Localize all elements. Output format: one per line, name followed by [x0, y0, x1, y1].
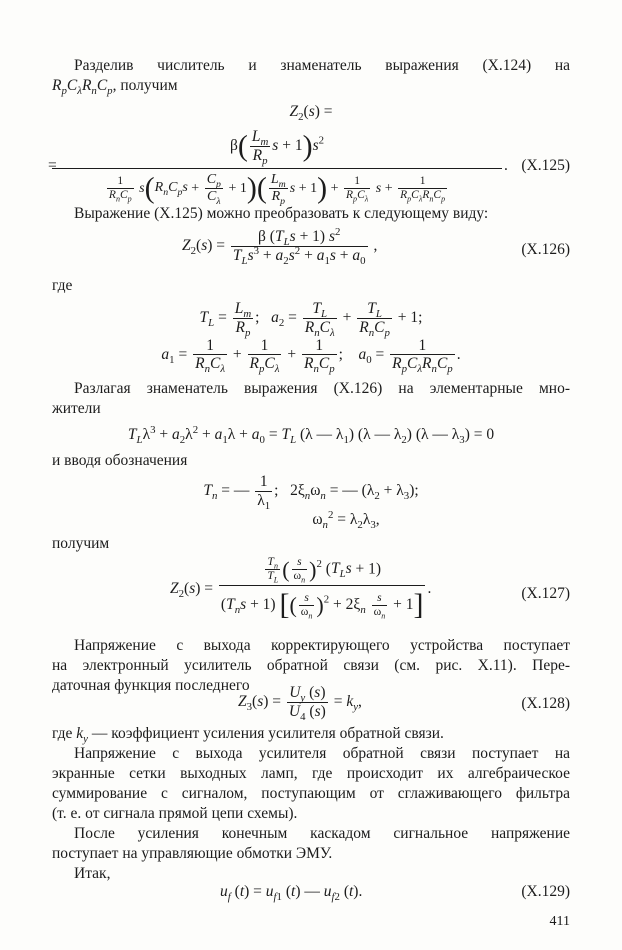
equation-x126: $Z_2(s)$ = $\frac{\beta (T_Ls + 1) s^2}{T_Ls^3 + a_2s^2 + a_1s + a_0}$ , (Х.126) — [182, 225, 570, 267]
equation-factorization: $T_L\lambda^3 + a_2\lambda^2 + a_1\lambda + a_0 = T_L$ (λ — $\lambda_1$) (λ — $\lambda_2$) (λ — $\lambda_3) = 0$ — [127, 424, 495, 447]
paragraph-9-line-4: (т. е. от сигнала прямой цепи схемы). — [52, 804, 298, 822]
equation-x128: $Z_3(s)$ = $\frac{U_y (s)}{U_4 (s)}$ = $k_y$, (Х.128) — [238, 683, 570, 723]
paragraph-7-line-3: даточная функция последнего — [52, 676, 250, 694]
notation-line-2: $\omega_n^2 = \lambda_2\lambda_3$, — [312, 508, 380, 531]
paragraph-4-line-1: Разлагая знаменатель выражения (Х.126) на элементарные мно- — [74, 380, 570, 398]
page-body — [48, 56, 570, 936]
paragraph-9-line-3: суммирование с сигналом, поступающим от сглаживающего фильтра — [52, 784, 570, 802]
equation-x125: β( $\frac{L_m}{R_p}$ $s + 1)s^2$ $\frac{1}{R_nC_p}$ $s(R_nC_ps$ + $\frac{C_p}{C_\lambda}$ + 1)( $\frac{L_m}{R_p}$ s + 1) + $\frac{1}{R_pC_\lambda}$ s + $\frac{1}{R_pC_\lambda R_nC_p}$ = . (Х.125) — [48, 128, 570, 207]
equation-number-x126: (Х.126) — [521, 241, 570, 258]
paragraph-6: получим — [52, 534, 110, 552]
equation-x129: $u_f$ $(t) = u_{f1}$ (t) — $u_{f2}$ (t). (Х.129) — [220, 882, 570, 903]
paragraph-11: Итак, — [74, 864, 111, 882]
paragraph-10-line-1: После усиления конечным каскадом сигнальное напряжение — [74, 824, 570, 842]
equation-number-x125: (Х.125) — [521, 157, 570, 174]
definitions-line-1: $T_L$ = $\frac{L_m}{R_p}$ ; $a_2$ = $\frac{T_L}{R_nC_\lambda}$ + $\frac{T_L}{R_nC_p}$ + 1; — [199, 300, 423, 339]
paragraph-7-line-2: на электронный усилитель обратной связи (см. рис. Х.11). Пере- — [52, 656, 570, 674]
paragraph-9-line-2: экранные сетки выходных ламп, где происходит их алгебраическое — [52, 764, 570, 782]
paragraph-10-line-2: поступает на управляющие обмотки ЭМУ. — [52, 844, 333, 862]
page-number: 411 — [549, 913, 570, 929]
paragraph-9-line-1: Напряжение с выхода усилителя обратной связи поступает на — [74, 744, 570, 762]
paragraph-2: Выражение (Х.125) можно преобразовать к следующему виду: — [74, 205, 489, 222]
paragraph-1-line-1: Разделив числитель и знаменатель выражения (Х.124) на — [74, 57, 570, 74]
paragraph-3: где — [52, 277, 73, 294]
definitions-line-2: $a_1$ = $\frac{1}{R_nC_\lambda}$ + $\frac{1}{R_pC_\lambda}$ + $\frac{1}{R_nC_p}$ ; $a_0$ = $\frac{1}{R_pC_\lambda R_nC_p}$ . — [161, 336, 461, 376]
equation-x127: $Z_2(s)$ = $\frac{T_n}{T_L}$ ( $\frac{s}{\omega_n}$ )$^2$ $(T_Ls + 1)$ $(T_ns + 1)$ [( $\frac{s}{\omega_n}$ )$^2 + 2\xi_n$ $\frac{s}{\omega_n}$ + 1] . (Х.127) — [170, 555, 570, 622]
equation-z2-lhs: $Z_2(s)$ = — [289, 103, 333, 124]
paragraph-4-line-2: жители — [52, 400, 101, 418]
paragraph-5: и вводя обозначения — [52, 452, 188, 470]
paragraph-1-line-2: $R_pC_\lambda R_nC_p$, получим — [52, 77, 178, 98]
equation-number-x128: (Х.128) — [521, 694, 570, 712]
equation-number-x129: (Х.129) — [521, 882, 570, 900]
notation-line-1: $T_n$ = — $\frac{1}{\lambda_1}$ ; $2\xi_n\omega_n$ = — $(\lambda_2 + \lambda_3)$; — [203, 473, 419, 513]
paragraph-8-text: — коэффициент усиления усилителя обратной связи. — [91, 724, 444, 742]
paragraph-8-prefix: где — [52, 724, 73, 742]
paragraph-8: где $k_y$ — коэффициент усиления усилителя обратной связи. — [52, 724, 444, 745]
equation-number-x127: (Х.127) — [521, 584, 570, 602]
paragraph-7-line-1: Напряжение с выхода корректирующего устройства поступает — [74, 636, 570, 654]
paragraph-1-text: получим — [120, 77, 178, 94]
